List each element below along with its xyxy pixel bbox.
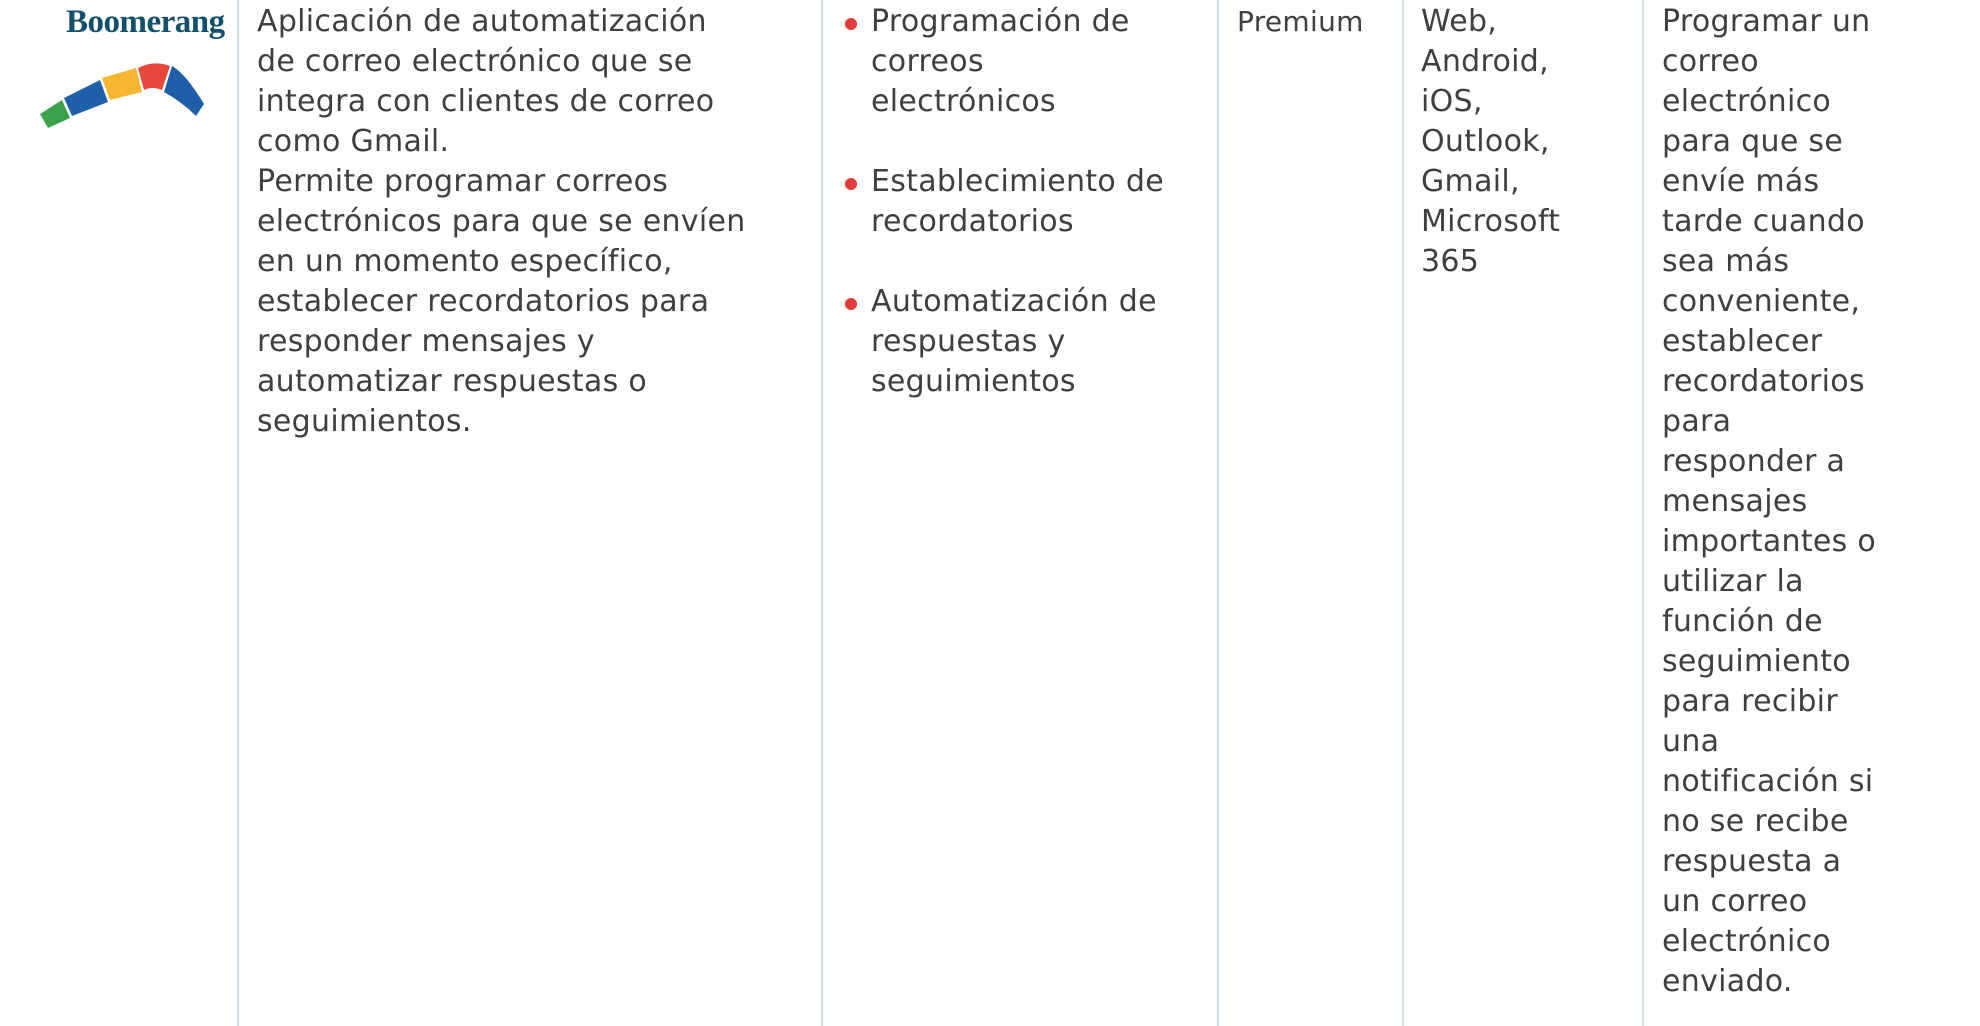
pricing-cell xyxy=(1219,0,1402,1026)
feature-label: Automatización de respuestas y seguimientos xyxy=(871,284,1157,399)
platforms-list: Web, Android, iOS, Outlook, Gmail, Microsoft 365 xyxy=(1421,4,1561,279)
tool-logo-cell xyxy=(0,0,237,1026)
use-case-text: Programar un correo electrónico para que se envíe más tarde cuando sea más conveniente, establecer recordatorios para responder a mensajes importantes o utilizar la función de seguimiento para recibir una notificación si no se recibe respuesta a un correo electrónico enviado. xyxy=(1662,4,1877,999)
description-cell xyxy=(239,0,821,1026)
feature-item xyxy=(843,2,1215,122)
boomerang-logo-icon xyxy=(36,50,216,134)
bullet-icon xyxy=(845,18,857,30)
bullet-icon xyxy=(845,298,857,310)
pricing-label: Premium xyxy=(1237,5,1364,38)
features-list xyxy=(843,2,1215,442)
feature-item xyxy=(843,162,1215,242)
feature-item xyxy=(843,282,1215,402)
use-case-cell xyxy=(1644,0,1980,1026)
tool-description: Aplicación de automatización de correo electrónico que se integra con clientes de correo como Gmail. Permite programar correos electrónicos para que se envíen en un momento específico, establecer recordatorios para responder mensajes y automatizar respuestas o seguimientos. xyxy=(257,4,746,439)
feature-label: Establecimiento de recordatorios xyxy=(871,164,1164,239)
features-cell xyxy=(823,0,1217,1026)
tool-name: Boomerang xyxy=(66,4,225,40)
bullet-icon xyxy=(845,178,857,190)
platforms-cell xyxy=(1404,0,1642,1026)
feature-label: Programación de correos electrónicos xyxy=(871,4,1130,119)
